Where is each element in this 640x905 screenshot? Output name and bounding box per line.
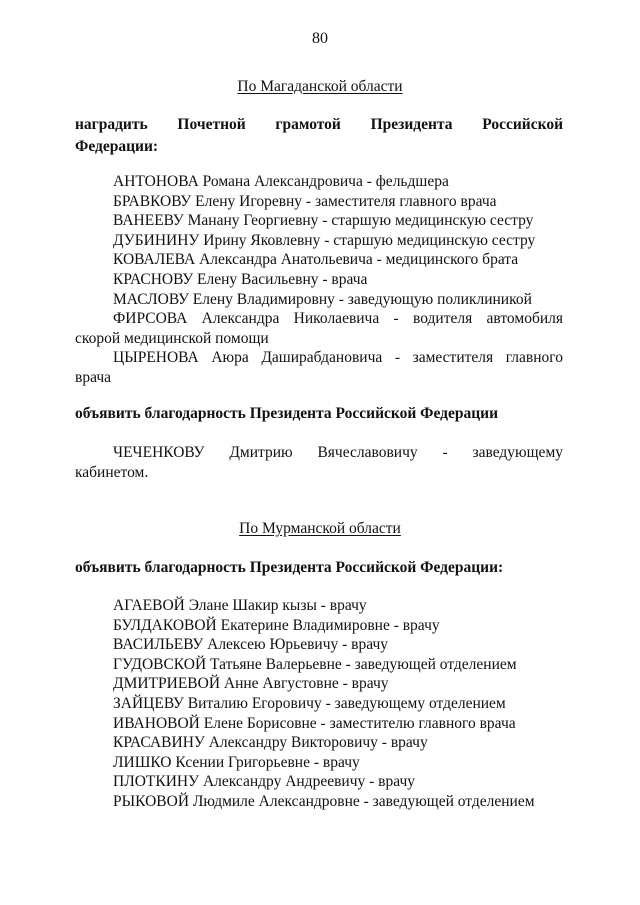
list-item: МАСЛОВУ Елену Владимировну - заведующую поликлиникой (113, 290, 532, 308)
list-item (75, 309, 563, 348)
list-item (75, 443, 563, 482)
list-item: ГУДОВСКОЙ Татьяне Валерьевне - заведующей отделением (113, 655, 517, 673)
award-decision-line1: наградить Почетной грамотой Президента Российской (75, 116, 563, 133)
magadan-gratitude-list (75, 443, 563, 482)
list-item: РЫКОВОЙ Людмиле Александровне - заведующей отделением (113, 792, 535, 810)
region-heading-magadan: По Магаданской области (237, 78, 403, 95)
list-item: ЗАЙЦЕВУ Виталию Егоровичу - заведующему отделением (113, 694, 506, 712)
list-item-line2: врача (75, 368, 112, 386)
murmansk-gratitude-list (75, 596, 563, 812)
award-decision-heading (75, 114, 563, 158)
magadan-award-list (75, 172, 563, 388)
page-number: 80 (312, 30, 328, 47)
list-item-line2: кабинетом. (75, 463, 149, 481)
region-heading-murmansk: По Мурманской области (239, 520, 401, 537)
list-item: КРАСНОВУ Елену Васильевну - врача (113, 270, 368, 288)
list-item: БРАВКОВУ Елену Игоревну - заместителя главного врача (113, 192, 497, 210)
award-decision-line2: Федерации: (75, 138, 159, 155)
list-item: АНТОНОВА Романа Александровича - фельдшера (113, 173, 449, 190)
gratitude-decision-heading-murmansk: объявить благодарность Президента Российской Федерации: (75, 559, 504, 576)
list-item: ВАСИЛЬЕВУ Алексею Юрьевичу - врачу (113, 636, 389, 654)
list-item-line1: ФИРСОВА Александра Николаевича - водителя автомобиля (113, 310, 563, 328)
list-item: БУЛДАКОВОЙ Екатерине Владимировне - врачу (113, 616, 440, 634)
gratitude-decision-heading-magadan: объявить благодарность Президента Российской Федерации (75, 405, 499, 422)
list-item: АГАЕВОЙ Элане Шакир кызы - врачу (113, 597, 367, 614)
list-item: КРАСАВИНУ Александру Викторовичу - врачу (113, 734, 428, 752)
list-item: ВАНЕЕВУ Манану Георгиевну - старшую медицинскую сестру (113, 212, 534, 230)
list-item: ДМИТРИЕВОЙ Анне Августовне - врачу (113, 675, 389, 693)
list-item: ЛИШКО Ксении Григорьевне - врачу (113, 753, 360, 771)
list-item: ПЛОТКИНУ Александру Андреевичу - врачу (113, 773, 416, 791)
list-item: ИВАНОВОЙ Елене Борисовне - заместителю главного врача (113, 714, 516, 732)
list-item-line1: ЧЕЧЕНКОВУ Дмитрию Вячеславовичу - заведующему (113, 444, 563, 461)
list-item: ДУБИНИНУ Ирину Яковлевну - старшую медицинскую сестру (113, 231, 536, 249)
list-item-line2: скорой медицинской помощи (75, 329, 269, 347)
list-item-line1: ЦЫРЕНОВА Аюра Даширабдановича - заместителя главного (113, 349, 563, 367)
list-item: КОВАЛЕВА Александра Анатольевича - медицинского брата (113, 251, 519, 269)
list-item (75, 348, 563, 387)
